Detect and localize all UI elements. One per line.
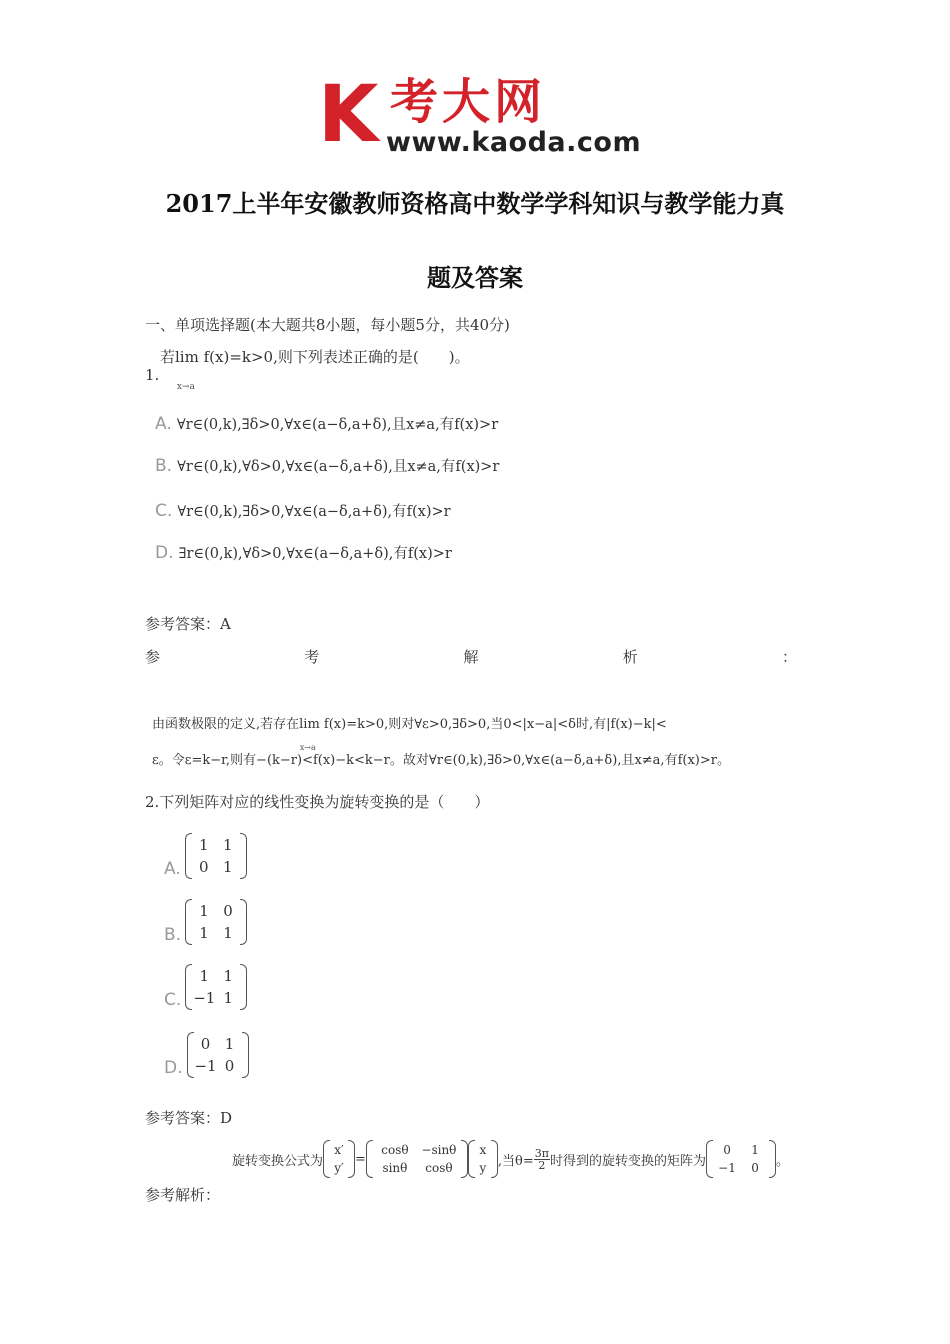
matrix-cell: −sinθ — [421, 1143, 457, 1157]
q1-analysis-char-2: 考 — [304, 648, 320, 666]
q1-stem — [160, 346, 470, 392]
matrix-cell: 0 — [198, 858, 209, 876]
matrix-cell: y — [479, 1161, 487, 1175]
q1-option-a-text: ∀r∈(0,k),∃δ>0,∀x∈(a−δ,a+δ),且x≠a,有f(x)>r — [176, 417, 499, 433]
q2-option-b-letter: B. — [164, 925, 182, 945]
q1-answer: 参考答案：A — [145, 615, 231, 633]
q2-option-c-matrix — [185, 964, 247, 1010]
q1-option-d-letter: D. — [155, 543, 174, 563]
q1-option-b — [155, 455, 499, 476]
matrix-cell: 1 — [222, 858, 233, 876]
matrix-cell: 1 — [199, 902, 209, 920]
q1-option-a-letter: A. — [155, 414, 172, 434]
q2-formula-lhs-vector — [323, 1140, 355, 1178]
q1-stem-suffix: f(x)=k>0,则下列表述正确的是( )。 — [203, 348, 470, 366]
q2-option-c — [164, 964, 247, 1010]
document-title-line1: 2017上半年安徽教师资格高中数学学科知识与教学能力真 — [165, 189, 785, 218]
q2-option-a-matrix — [185, 833, 247, 879]
q1-analysis-char-4: 析 — [622, 648, 638, 666]
matrix-cell: −1 — [193, 989, 216, 1007]
matrix-cell: 1 — [751, 1143, 759, 1157]
q1-explain-limit-sub: x→a — [299, 743, 316, 752]
q2-option-c-letter: C. — [164, 990, 182, 1010]
q2-formula-rotation-matrix — [366, 1140, 468, 1178]
q2-option-d — [164, 1032, 249, 1078]
q1-option-b-letter: B. — [155, 456, 173, 476]
matrix-cell: 1 — [223, 967, 234, 985]
matrix-cell: −1 — [718, 1161, 736, 1175]
q1-stem-limit-sub: x→a — [176, 382, 195, 392]
q1-analysis-label — [145, 646, 797, 667]
section-heading: 一、单项选择题(本大题共8小题，每小题5分，共40分) — [145, 316, 510, 334]
q2-formula-when: ,当θ= — [497, 1153, 534, 1169]
q2-stem: 2.下列矩阵对应的线性变换为旋转变换的是（ ） — [145, 793, 490, 811]
q1-explain-prefix: 由函数极限的定义,若存在lim — [152, 717, 320, 732]
q1-number: 1. — [145, 366, 160, 384]
q2-formula-rhs-vector — [468, 1140, 498, 1178]
matrix-cell: 0 — [751, 1161, 759, 1175]
q2-option-a — [164, 833, 247, 879]
matrix-cell: cosθ — [381, 1143, 409, 1157]
q1-option-a — [155, 413, 498, 434]
logo-chinese-name: 考大网 — [390, 74, 547, 130]
matrix-cell: 1 — [199, 967, 210, 985]
q1-option-c-letter: C. — [155, 501, 173, 521]
matrix-cell: 1 — [199, 924, 209, 942]
matrix-cell: x′ — [334, 1143, 344, 1157]
matrix-cell: x — [479, 1143, 487, 1157]
q1-explanation-line1 — [152, 713, 667, 752]
matrix-cell: 1 — [223, 924, 233, 942]
q1-option-b-text: ∀r∈(0,k),∀δ>0,∀x∈(a−δ,a+δ),且x≠a,有f(x)>r — [177, 459, 500, 475]
q1-option-d-text: ∃r∈(0,k),∀δ>0,∀x∈(a−δ,a+δ),有f(x)>r — [178, 546, 452, 562]
matrix-cell: 0 — [723, 1143, 731, 1157]
q1-explain-suffix: f(x)=k>0,则对∀ε>0,∃δ>0,当0<|x−a|<δ时,有|f(x)−k|< — [323, 717, 667, 732]
matrix-cell: sinθ — [382, 1161, 408, 1175]
matrix-cell: 0 — [223, 902, 233, 920]
q1-option-c — [155, 500, 451, 521]
q1-analysis-char-5: ： — [781, 648, 797, 666]
q2-answer: 参考答案：D — [145, 1109, 233, 1127]
matrix-cell: 0 — [200, 1035, 211, 1053]
document-title-line2: 题及答案 — [427, 263, 523, 292]
kaoda-logo — [318, 70, 648, 162]
matrix-cell: 1 — [224, 1035, 235, 1053]
matrix-cell: 1 — [198, 836, 209, 854]
fraction-denominator: 2 — [538, 1158, 546, 1172]
logo-url: www.kaoda.com — [386, 127, 642, 158]
q2-option-a-letter: A. — [164, 859, 181, 879]
q2-option-b — [164, 899, 247, 945]
q2-option-d-matrix — [187, 1032, 249, 1078]
matrix-cell: 1 — [222, 836, 233, 854]
q1-option-c-text: ∀r∈(0,k),∃δ>0,∀x∈(a−δ,a+δ),有f(x)>r — [177, 504, 451, 520]
q1-stem-prefix: 若lim — [160, 348, 199, 366]
fraction-numerator: 3π — [534, 1146, 550, 1160]
q2-formula-end: 。 — [776, 1153, 790, 1169]
q1-analysis-char-1: 参 — [145, 648, 161, 666]
q2-formula: 旋转变换公式为 x′ y′ = cosθ −sinθ sinθ cosθ x y ,当θ= $\frac{3\pi}{2}$ 时得到的旋转变换的矩阵为 0 1 −1 0 。 — [232, 1140, 789, 1178]
logo-k-mark: K — [318, 70, 379, 160]
q1-explanation-line2: ε。令ε=k−r,则有−(k−r)<f(x)−k<k−r。故对∀r∈(0,k),∃δ>0,∀x∈(a−δ,a+δ),且x≠a,有f(x)>r。 — [152, 753, 730, 768]
q2-option-b-matrix — [185, 899, 247, 945]
matrix-cell: cosθ — [425, 1161, 453, 1175]
q2-formula-mid: 时得到的旋转变换的矩阵为 — [550, 1153, 707, 1169]
matrix-cell: 0 — [224, 1057, 235, 1075]
q1-option-d — [155, 542, 452, 563]
q2-formula-prefix: 旋转变换公式为 — [232, 1153, 324, 1169]
matrix-cell: −1 — [194, 1057, 217, 1075]
q2-formula-fraction — [534, 1148, 550, 1171]
matrix-cell: y′ — [334, 1161, 344, 1175]
matrix-cell: 1 — [223, 989, 234, 1007]
q2-formula-result-matrix — [706, 1140, 776, 1178]
q1-analysis-char-3: 解 — [463, 648, 479, 666]
q2-analysis-label: 参考解析： — [145, 1186, 221, 1204]
q2-option-d-letter: D. — [164, 1058, 183, 1078]
